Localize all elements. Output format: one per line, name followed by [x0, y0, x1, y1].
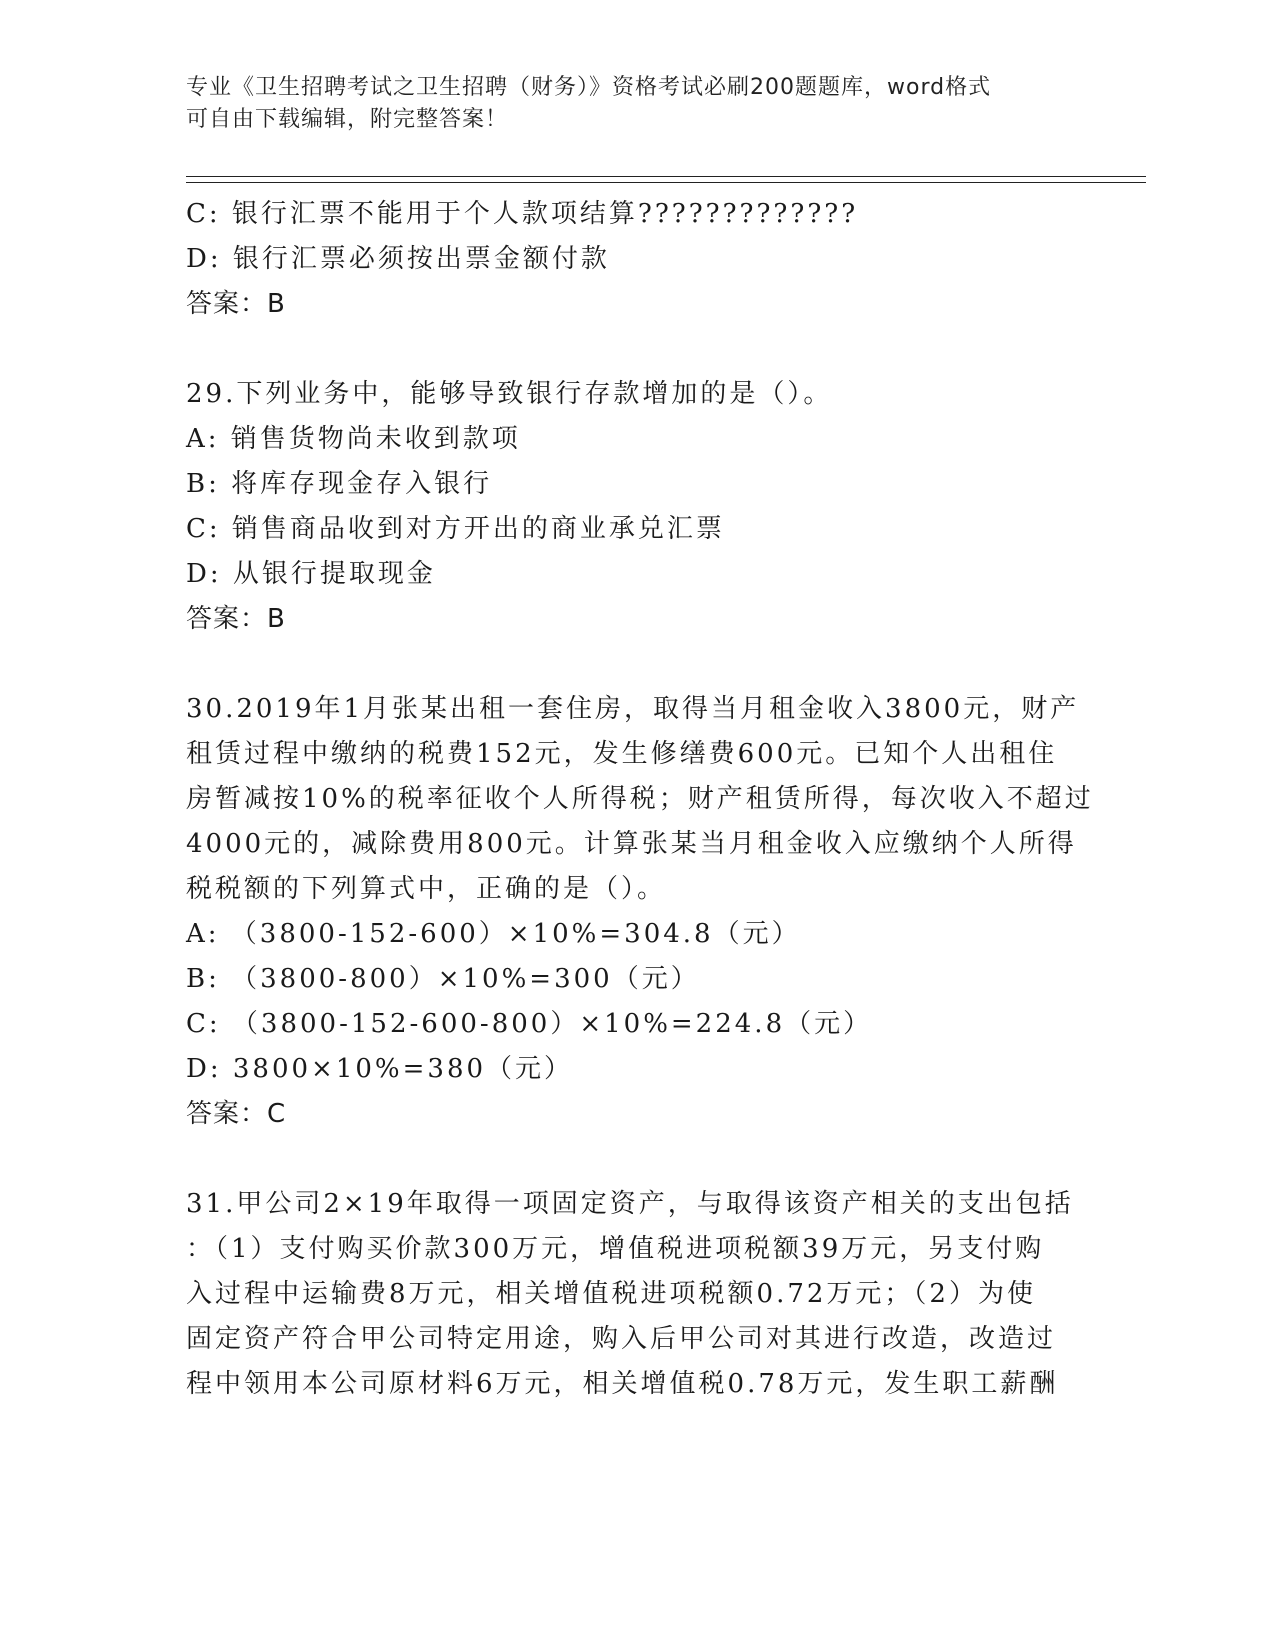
- question-content: [186, 192, 1094, 1407]
- q31-question-line: 程中领用本公司原材料6万元，相关增值税0.78万元，发生职工薪酬: [186, 1369, 1059, 1399]
- q30-option-c: C: （3800-152-600-800）×10%=224.8（元）: [186, 1009, 873, 1039]
- q30-option-b: B: （3800-800）×10%=300（元）: [186, 964, 700, 994]
- q30-answer: 答案：C: [186, 1099, 287, 1129]
- q29-option-a: A: 销售货物尚未收到款项: [186, 424, 521, 454]
- q29-option-c: C: 销售商品收到对方开出的商业承兑汇票: [186, 514, 725, 544]
- q30-question-line: 租赁过程中缴纳的税费152元，发生修缮费600元。已知个人出租住: [186, 739, 1058, 769]
- header-line-2: 可自由下载编辑，附完整答案！: [186, 107, 509, 132]
- q31-question-line: 31.甲公司2×19年取得一项固定资产，与取得该资产相关的支出包括: [186, 1189, 1074, 1219]
- q29-answer: 答案：B: [186, 604, 286, 634]
- q30-option-d: D: 3800×10%=380（元）: [186, 1054, 574, 1084]
- header-divider-bottom: [186, 182, 1146, 183]
- q28-option-d: D: 银行汇票必须按出票金额付款: [186, 244, 610, 274]
- q29-option-b: B: 将库存现金存入银行: [186, 469, 493, 499]
- q31-question-line: ：（1）支付购买价款300万元，增值税进项税额39万元，另支付购: [186, 1234, 1045, 1264]
- q31-question-line: 入过程中运输费8万元，相关增值税进项税额0.72万元；（2）为使: [186, 1279, 1036, 1309]
- header-line-1: 专业《卫生招聘考试之卫生招聘（财务）》资格考试必刷200题题库，word格式: [186, 75, 992, 100]
- q29-option-d: D: 从银行提取现金: [186, 559, 436, 589]
- q29-question: 29.下列业务中，能够导致银行存款增加的是（）。: [186, 379, 833, 409]
- q30-option-a: A: （3800-152-600）×10%=304.8（元）: [186, 919, 801, 949]
- q28-answer: 答案：B: [186, 289, 286, 319]
- q30-question-line: 4000元的，减除费用800元。计算张某当月租金收入应缴纳个人所得: [186, 829, 1077, 859]
- q31-question-line: 固定资产符合甲公司特定用途，购入后甲公司对其进行改造，改造过: [186, 1324, 1057, 1354]
- q30-question-line: 30.2019年1月张某出租一套住房，取得当月租金收入3800元，财产: [186, 694, 1080, 724]
- page-header: [186, 72, 1066, 136]
- q30-question-line: 房暂减按10%的税率征收个人所得税；财产租赁所得，每次收入不超过: [186, 784, 1094, 814]
- q28-option-c: C: 银行汇票不能用于个人款项结算?????????????: [186, 199, 859, 229]
- header-divider-top: [186, 176, 1146, 177]
- q30-question-line: 税税额的下列算式中，正确的是（）。: [186, 874, 667, 904]
